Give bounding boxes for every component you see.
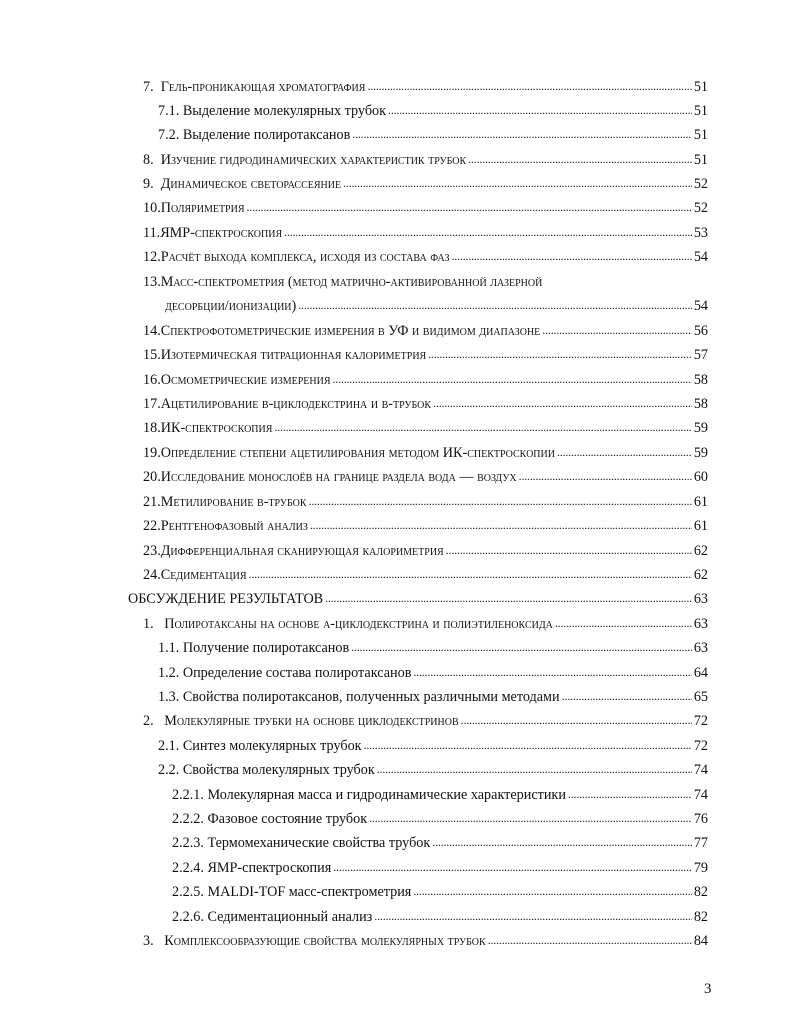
entry-title: Термомеханические свойства трубок xyxy=(207,835,431,851)
toc-entry-d2-2-5 xyxy=(172,883,708,901)
entry-page: 72 xyxy=(693,713,708,729)
dot-leader xyxy=(310,516,692,534)
dot-leader xyxy=(367,77,691,95)
dot-leader xyxy=(388,101,692,119)
toc-entry-24 xyxy=(143,566,708,584)
dot-leader xyxy=(413,663,691,681)
entry-page: 57 xyxy=(693,347,708,363)
entry-page: 76 xyxy=(693,811,708,827)
entry-number: 23. xyxy=(143,543,161,559)
entry-page: 63 xyxy=(693,640,708,656)
toc-entry-d1-3 xyxy=(158,688,708,706)
entry-page: 58 xyxy=(693,396,708,412)
entry-page: 84 xyxy=(693,933,708,949)
entry-page: 56 xyxy=(693,323,708,339)
toc-entry-23 xyxy=(143,542,708,560)
dot-leader xyxy=(428,345,692,363)
entry-number: 2. xyxy=(143,713,154,729)
toc-entry-15 xyxy=(143,346,708,364)
entry-title: Масс-спектрометрия (метод матрично-активированной лазерной xyxy=(160,274,543,290)
dot-leader xyxy=(432,833,692,851)
dot-leader xyxy=(333,858,692,876)
entry-page: 54 xyxy=(693,249,708,265)
toc-entry-d1 xyxy=(143,615,708,633)
entry-number: 2.1. xyxy=(158,738,180,754)
entry-title: Осмометрические измерения xyxy=(160,372,331,388)
dot-leader xyxy=(369,809,692,827)
entry-title: Дифференциальная сканирующая калориметрия xyxy=(160,543,444,559)
entry-page: 79 xyxy=(693,860,708,876)
toc-section-discussion xyxy=(128,590,708,608)
toc-entry-14 xyxy=(143,322,708,340)
dot-leader xyxy=(325,589,692,607)
entry-page: 63 xyxy=(693,591,708,607)
entry-number: 12. xyxy=(143,249,161,265)
entry-page: 53 xyxy=(693,225,708,241)
dot-leader xyxy=(451,247,691,265)
entry-page: 62 xyxy=(693,543,708,559)
entry-number: 11. xyxy=(143,225,161,241)
entry-number: 16. xyxy=(143,372,161,388)
dot-leader xyxy=(468,150,692,168)
entry-page: 63 xyxy=(693,616,708,632)
entry-page: 72 xyxy=(693,738,708,754)
entry-page: 82 xyxy=(693,884,708,900)
toc-entry-22 xyxy=(143,517,708,535)
entry-number: 19. xyxy=(143,445,161,461)
toc-entry-d2-2-4 xyxy=(172,859,708,877)
toc-entry-d1-2 xyxy=(158,664,708,682)
entry-page: 74 xyxy=(693,787,708,803)
entry-title: Седиментационный анализ xyxy=(207,909,373,925)
dot-leader xyxy=(519,467,692,485)
toc-entry-d2-1 xyxy=(158,737,708,755)
toc-entry-d2-2 xyxy=(158,761,708,779)
entry-title: ЯМР-спектроскопия xyxy=(207,860,332,876)
entry-number: 17. xyxy=(143,396,161,412)
entry-title: Полиротаксаны на основе α-циклодекстрина и полиэтиленоксида xyxy=(164,616,553,632)
dot-leader xyxy=(298,296,692,314)
dot-leader xyxy=(562,687,692,705)
entry-page: 51 xyxy=(693,152,708,168)
entry-title: ИК-спектроскопия xyxy=(160,420,273,436)
entry-number: 7.2. xyxy=(158,127,180,143)
entry-number: 1.3. xyxy=(158,689,180,705)
entry-title: MALDI-TOF масс-спектрометрия xyxy=(207,884,412,900)
entry-number: 2.2.1. xyxy=(172,787,204,803)
toc-entry-16 xyxy=(143,371,708,389)
dot-leader xyxy=(488,931,692,949)
entry-number: 10. xyxy=(143,200,161,216)
dot-leader xyxy=(274,418,691,436)
entry-number: 13. xyxy=(143,274,161,290)
entry-number: 9. xyxy=(143,176,154,192)
toc-entry-18 xyxy=(143,419,708,437)
entry-page: 74 xyxy=(693,762,708,778)
entry-number: 2.2.3. xyxy=(172,835,204,851)
entry-page: 61 xyxy=(693,518,708,534)
page-number: 3 xyxy=(704,981,712,997)
entry-number: 7. xyxy=(143,79,154,95)
dot-leader xyxy=(352,125,692,143)
entry-page: 52 xyxy=(693,176,708,192)
entry-title: Изотермическая титрационная калориметрия xyxy=(160,347,427,363)
toc-entry-13-line1 xyxy=(143,273,542,291)
dot-leader xyxy=(374,907,692,925)
dot-leader xyxy=(461,711,692,729)
entry-title: Расчёт выхода комплекса, исходя из состава фаз xyxy=(160,249,450,265)
dot-leader xyxy=(247,198,692,216)
toc-entry-17 xyxy=(143,395,708,413)
entry-title: Определение состава полиротаксанов xyxy=(182,665,412,681)
entry-title: Свойства полиротаксанов, полученных различными методами xyxy=(182,689,560,705)
toc-entry-7-2 xyxy=(158,126,708,144)
entry-number: 18. xyxy=(143,420,161,436)
toc-entry-19 xyxy=(143,444,708,462)
entry-number: 2.2.5. xyxy=(172,884,204,900)
toc-entry-d2-2-2 xyxy=(172,810,708,828)
dot-leader xyxy=(333,370,692,388)
toc-entry-20 xyxy=(143,468,708,486)
entry-title: Рентгенофазовый анализ xyxy=(160,518,308,534)
entry-number: 1. xyxy=(143,616,154,632)
dot-leader xyxy=(377,760,692,778)
dot-leader xyxy=(557,443,692,461)
entry-number: 22. xyxy=(143,518,161,534)
entry-title: Гель-проникающая хроматография xyxy=(160,79,366,95)
toc-entry-7 xyxy=(143,78,708,96)
entry-title: Изучение гидродинамических характеристик трубок xyxy=(160,152,467,168)
toc-entry-d2-2-6 xyxy=(172,908,708,926)
entry-page: 51 xyxy=(693,79,708,95)
dot-leader xyxy=(446,541,692,559)
entry-number: 1.2. xyxy=(158,665,180,681)
section-title: ОБСУЖДЕНИЕ РЕЗУЛЬТАТОВ xyxy=(128,591,324,607)
toc-entry-d2-2-1 xyxy=(172,786,708,804)
entry-title: Получение полиротаксанов xyxy=(182,640,350,656)
toc-entry-10 xyxy=(143,199,708,217)
entry-title: Молекулярные трубки на основе циклодекстринов xyxy=(164,713,459,729)
entry-title: Седиментация xyxy=(160,567,247,583)
toc-entry-d2-2-3 xyxy=(172,834,708,852)
entry-number: 2.2.2. xyxy=(172,811,204,827)
toc-entry-7-1 xyxy=(158,102,708,120)
entry-number: 1.1. xyxy=(158,640,180,656)
entry-page: 51 xyxy=(693,127,708,143)
entry-number: 8. xyxy=(143,152,154,168)
entry-number: 2.2.4. xyxy=(172,860,204,876)
entry-page: 60 xyxy=(693,469,708,485)
entry-page: 54 xyxy=(693,298,708,314)
dot-leader xyxy=(433,394,692,412)
entry-title: Фазовое состояние трубок xyxy=(207,811,368,827)
entry-title: десорбции/ионизации) xyxy=(165,298,297,314)
entry-page: 82 xyxy=(693,909,708,925)
entry-title: Синтез молекулярных трубок xyxy=(182,738,362,754)
entry-page: 77 xyxy=(693,835,708,851)
dot-leader xyxy=(343,174,692,192)
entry-number: 21. xyxy=(143,494,161,510)
entry-title: Метилирование β-трубок xyxy=(160,494,307,510)
entry-number: 15. xyxy=(143,347,161,363)
entry-number: 2.2.6. xyxy=(172,909,204,925)
entry-number: 2.2. xyxy=(158,762,180,778)
entry-title: Выделение полиротаксанов xyxy=(182,127,351,143)
dot-leader xyxy=(284,223,692,241)
dot-leader xyxy=(351,638,692,656)
entry-page: 65 xyxy=(693,689,708,705)
entry-title: Выделение молекулярных трубок xyxy=(182,103,387,119)
entry-title: Молекулярная масса и гидродинамические характеристики xyxy=(207,787,566,803)
entry-number: 24. xyxy=(143,567,161,583)
dot-leader xyxy=(309,492,692,510)
entry-number: 20. xyxy=(143,469,161,485)
dot-leader xyxy=(568,785,692,803)
toc-entry-12 xyxy=(143,248,708,266)
toc-entry-9 xyxy=(143,175,708,193)
entry-page: 59 xyxy=(693,420,708,436)
toc-entry-21 xyxy=(143,493,708,511)
entry-title: Динамическое светорассеяние xyxy=(160,176,342,192)
entry-number: 7.1. xyxy=(158,103,180,119)
entry-title: ЯМР-спектроскопия xyxy=(160,225,283,241)
toc-entry-d1-1 xyxy=(158,639,708,657)
dot-leader xyxy=(555,614,692,632)
entry-page: 59 xyxy=(693,445,708,461)
entry-number: 14. xyxy=(143,323,161,339)
toc-entry-11 xyxy=(143,224,708,242)
entry-page: 62 xyxy=(693,567,708,583)
entry-page: 64 xyxy=(693,665,708,681)
toc-entry-d3 xyxy=(143,932,708,950)
entry-title: Поляриметрия xyxy=(160,200,245,216)
entry-page: 52 xyxy=(693,200,708,216)
entry-number: 3. xyxy=(143,933,154,949)
toc-entry-d2 xyxy=(143,712,708,730)
entry-title: Ацетилирование β-циклодекстрина и β-трубок xyxy=(160,396,432,412)
entry-page: 58 xyxy=(693,372,708,388)
dot-leader xyxy=(249,565,692,583)
entry-title: Спектрофотометрические измерения в УФ и видимом диапазоне xyxy=(160,323,541,339)
dot-leader xyxy=(413,882,691,900)
entry-title: Комплексообразующие свойства молекулярных трубок xyxy=(164,933,486,949)
entry-page: 51 xyxy=(693,103,708,119)
entry-page: 61 xyxy=(693,494,708,510)
dot-leader xyxy=(542,321,692,339)
dot-leader xyxy=(364,736,692,754)
toc-entry-8 xyxy=(143,151,708,169)
entry-title: Свойства молекулярных трубок xyxy=(182,762,375,778)
entry-title: Исследование монослоёв на границе раздела вода — воздух xyxy=(160,469,517,485)
toc-entry-13-line2 xyxy=(165,297,708,315)
entry-title: Определение степени ацетилирования методом ИК-спектроскопии xyxy=(160,445,555,461)
